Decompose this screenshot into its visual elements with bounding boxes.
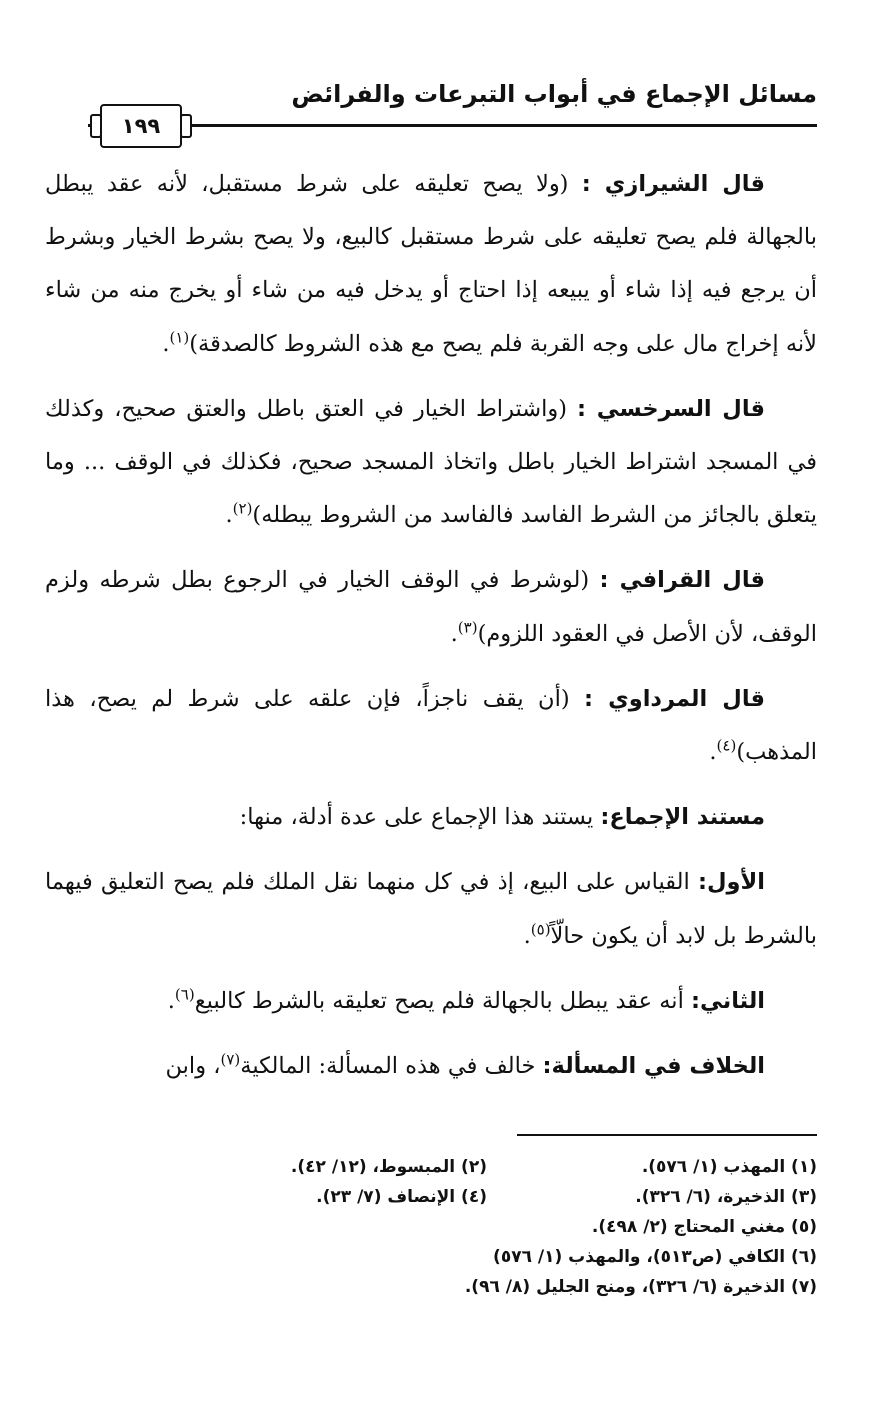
paragraph-second-evidence: [45, 975, 817, 1028]
paragraph-disagreement: [45, 1040, 817, 1093]
footnote-row: [117, 1182, 817, 1212]
main-text: [45, 158, 817, 1105]
running-title: مسائل الإجماع في أبواب التبرعات والفرائض: [291, 80, 817, 108]
footnote-1: (١) المهذب (١/ ٥٧٦).: [641, 1157, 817, 1177]
footnote-row: [117, 1272, 817, 1302]
paragraph-tail: .: [225, 502, 233, 529]
paragraph-text: (لوشرط في الوقف الخيار في الرجوع بطل شرطه ولزم الوقف، لأن الأصل في العقود اللزوم): [45, 567, 817, 647]
footnote-3: (٣) الذخيرة، (٦/ ٣٢٦).: [635, 1187, 817, 1207]
paragraph-first-evidence: [45, 856, 817, 962]
footnote-mark[interactable]: (٥): [530, 920, 551, 939]
paragraph-tail: .: [162, 330, 170, 357]
header-rule: [88, 124, 817, 127]
paragraph-lead: الثاني:: [690, 987, 765, 1014]
paragraph-text: خالف في هذه المسألة: المالكية: [240, 1053, 543, 1080]
footnote-mark[interactable]: (٦): [174, 985, 195, 1004]
paragraph-mardawi: [45, 673, 817, 779]
paragraph-tail: .: [709, 739, 717, 766]
paragraph-text: أنه عقد يبطل بالجهالة فلم يصح تعليقه بالشرط كالبيع: [194, 987, 691, 1014]
paragraph-qarafi: [45, 554, 817, 660]
paragraph-lead: قال القرافي :: [599, 567, 765, 594]
paragraph-lead: قال الشيرازي :: [581, 171, 765, 197]
paragraph-shirazi: [45, 158, 817, 371]
paragraph-sarakhsi: [45, 383, 817, 543]
paragraph-lead: قال المرداوي :: [584, 685, 766, 712]
paragraph-text: القياس على البيع، إذ في كل منهما نقل الملك فلم يصح التعليق فيهما بالشرط بل لابد أن يكون حالّاً: [45, 869, 817, 949]
paragraph-text: (ولا يصح تعليقه على شرط مستقبل، لأنه عقد يبطل بالجهالة فلم يصح تعليقه على شرط مستقبل كالبيع، ولا يصح بشرط الخيار وبشرط أن يرجع فيه إذا شاء أو يبيعه إذا احتاج أو يدخل فيه من شاء أو يخرج منه من شاء لأنه إخراج مال على وجه القربة فلم يصح مع هذه الشروط كالصدقة): [45, 171, 817, 357]
footnote-rule: [517, 1134, 817, 1136]
paragraph-text: (واشتراط الخيار في العتق باطل والعتق صحيح، وكذلك في المسجد اشتراط الخيار باطل واتخاذ المسجد صحيح، فكذلك في الوقف ... وما يتعلق بالجائز من الشرط الفاسد فالفاسد من الشروط يبطله): [45, 395, 817, 529]
footnote-7: (٧) الذخيرة (٦/ ٣٢٦)، ومنح الجليل (٨/ ٩٦).: [464, 1277, 817, 1297]
footnote-mark[interactable]: (١): [169, 328, 190, 347]
paragraph-text: (أن يقف ناجزاً، فإن علقه على شرط لم يصح، هذا المذهب): [45, 685, 817, 766]
footnote-mark[interactable]: (٧): [220, 1050, 241, 1069]
paragraph-lead: الأول:: [698, 869, 765, 896]
paragraph-lead: مستند الإجماع:: [600, 804, 765, 831]
paragraph-lead: قال السرخسي :: [577, 395, 766, 422]
footnote-mark[interactable]: (٣): [457, 618, 478, 637]
page-number: ١٩٩: [121, 114, 161, 138]
page-number-frame: [100, 104, 182, 148]
paragraph-tail: .: [450, 620, 458, 647]
footnote-row: [117, 1242, 817, 1272]
paragraph-lead: الخلاف في المسألة:: [542, 1053, 765, 1080]
paragraph-tail: .: [523, 922, 531, 949]
paragraph-basis: [45, 791, 817, 844]
paragraph-tail: ، وابن: [165, 1053, 221, 1080]
footnote-row: [117, 1152, 817, 1182]
footnote-4: (٤) الإنصاف (٧/ ٢٣).: [316, 1187, 487, 1207]
footnote-2: (٢) المبسوط، (١٢/ ٤٢).: [290, 1157, 487, 1177]
footnote-5: (٥) مغني المحتاج (٢/ ٤٩٨).: [591, 1217, 817, 1237]
footnote-6: (٦) الكافي (ص٥١٣)، والمهذب (١/ ٥٧٦): [493, 1247, 817, 1267]
footnote-mark[interactable]: (٤): [716, 736, 737, 755]
footnotes: [117, 1152, 817, 1302]
footnote-row: [117, 1212, 817, 1242]
paragraph-tail: .: [167, 987, 175, 1014]
paragraph-text: يستند هذا الإجماع على عدة أدلة، منها:: [239, 804, 601, 831]
footnote-mark[interactable]: (٢): [232, 499, 253, 518]
